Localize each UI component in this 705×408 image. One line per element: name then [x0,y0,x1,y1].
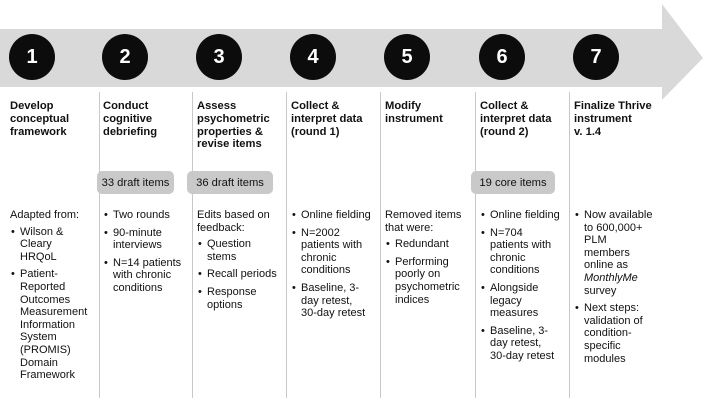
step-bullet-line: patients with [301,239,363,252]
step-intro-text [197,209,288,234]
step-bullet-line: psychometric [395,280,460,293]
step-bullet-item [291,282,382,320]
step-bullet-item [103,257,194,295]
step-bullet-line: Information [20,318,76,331]
step-bullet-line: validation of [584,314,643,327]
step-intro-line: Edits based on [197,209,270,221]
column-divider [286,92,287,398]
step-6-number-circle: 6 [479,34,525,80]
step-bullet-line: • Redundant [395,238,449,251]
step-bullet-line: measures [490,307,539,320]
step-bullet-line: • Patient- [20,268,58,281]
step-bullet-list [385,238,478,306]
step-bullet-line: conditions [301,264,351,277]
step-bullet-line: legacy [490,294,522,307]
step-title-line: Finalize Thrive [574,100,652,112]
step-intro-line: that were: [385,221,434,234]
step-6-details [480,209,571,368]
step-1-number-circle: 1 [9,34,55,80]
step-bullet-line: • 90-minute [113,226,162,239]
step-bullet-line: online as [584,259,629,272]
step-title-line: properties & [197,125,263,138]
step-6-title [480,100,568,138]
step-bullet-line: Domain [20,356,58,369]
step-title-line: Collect & [480,100,529,112]
step-bullet-line: day retest, [490,337,542,350]
step-bullet-line: stems [207,250,237,263]
column-divider [475,92,476,398]
step-2-details [103,209,194,300]
step-bullet-line: System [20,331,57,344]
step-bullet-line: • Alongside [490,281,539,294]
step-bullet-line: to 600,000+ [584,221,643,234]
step-bullet-list [10,226,101,382]
step-title-line: Assess [197,100,237,112]
step-title-line: cognitive [103,112,153,125]
step-bullet-list [574,209,702,365]
step-bullet-list [197,238,288,311]
step-4-details [291,209,382,325]
column-divider [569,92,570,398]
step-title-line: (round 2) [480,125,529,138]
step-intro-line: Removed items [385,209,462,221]
step-bullet-item [10,268,101,381]
step-bullet-item [197,286,288,311]
step-bullet-item [197,268,288,281]
step-title-line: Develop [10,100,54,112]
step-bullet-line: • Performing [395,255,449,268]
step-bullet-line: Cleary [20,238,52,251]
step-bullet-item [291,227,382,277]
step-bullet-line: • Response [207,285,257,298]
step-bullet-line: Measurement [20,306,88,319]
step-bullet-line: HRQoL [20,250,57,263]
step-bullet-line: condition- [584,327,632,340]
step-bullet-line: (PROMIS) [20,343,71,356]
step-title-line: psychometric [197,112,270,125]
step-3-item-count-badge: 36 draft items [187,171,273,194]
step-bullet-line: conditions [490,264,540,277]
step-bullet-line: • Online fielding [301,209,371,221]
step-3-number-circle: 3 [196,34,242,80]
step-bullet-item [103,227,194,252]
step-bullet-line: poorly on [395,268,441,281]
step-bullet-line: • Now available [584,209,653,221]
step-bullet-line: patients with [490,239,552,252]
step-5-details [385,209,478,311]
step-bullet-item [385,256,478,306]
step-intro-line: Adapted from: [10,209,80,221]
step-7-details [574,209,702,370]
step-bullet-item [574,302,702,365]
step-4-number-circle: 4 [290,34,336,80]
step-title-line: Conduct [103,100,149,112]
step-bullet-item [385,238,478,251]
step-6-item-count-badge: 19 core items [471,171,555,194]
step-intro-line: feedback: [197,221,245,234]
step-3-title [197,100,285,151]
step-bullet-line: survey [584,284,617,297]
step-3-details [197,209,288,316]
step-title-line: instrument [574,112,632,125]
step-bullet-line: 30-day retest [490,349,555,362]
step-1-title [10,100,98,138]
step-2-item-count-badge: 33 draft items [97,171,174,194]
step-bullet-item [480,325,571,363]
step-7-title [574,100,699,138]
step-bullet-line: interviews [113,239,162,252]
step-1-details [10,209,101,387]
step-bullet-line: 30-day retest [301,307,366,320]
column-divider [99,92,100,398]
step-title-line: interpret data [291,112,363,125]
step-bullet-line: • Baseline, 3- [301,281,360,294]
step-bullet-line: MonthlyMe [584,271,638,284]
step-title-line: interpret data [480,112,552,125]
step-4-title [291,100,379,138]
step-bullet-list [291,209,382,320]
step-2-number-circle: 2 [102,34,148,80]
step-bullet-item [103,209,194,222]
step-bullet-line: Outcomes [20,293,71,306]
step-bullet-line: Framework [20,369,76,382]
step-2-title [103,100,191,138]
step-bullet-line: conditions [113,281,163,294]
step-title-line: debriefing [103,125,158,138]
step-title-line: revise items [197,138,262,151]
step-bullet-line: specific [584,339,621,352]
step-bullet-line: chronic [301,251,337,264]
step-bullet-item [291,209,382,222]
step-bullet-line: • Recall periods [207,268,277,281]
step-bullet-line: • Wilson & [20,225,64,238]
step-bullet-line: • N=14 patients [113,256,182,269]
step-title-line: instrument [385,112,443,125]
step-bullet-line: • Question [207,238,252,251]
step-bullet-line: chronic [490,251,526,264]
step-bullet-line: • Baseline, 3- [490,324,549,337]
step-title-line: Collect & [291,100,340,112]
step-title-line: framework [10,125,67,138]
step-bullet-list [480,209,571,363]
column-divider [192,92,193,398]
step-bullet-item [480,282,571,320]
step-title-line: (round 1) [291,125,340,138]
step-bullet-line: • Next steps: [584,302,640,315]
step-bullet-item [197,238,288,263]
step-title-line: Modify [385,100,422,112]
step-bullet-line: Reported [20,280,66,293]
step-title-line: v. 1.4 [574,125,602,138]
step-bullet-item [574,209,702,297]
step-bullet-line: indices [395,293,430,306]
step-title-line: conceptual [10,112,70,125]
step-bullet-line: • Two rounds [113,209,170,221]
column-divider [380,92,381,398]
step-5-title [385,100,475,126]
step-bullet-item [480,227,571,277]
step-bullet-line: day retest, [301,294,353,307]
step-bullet-line: with chronic [113,269,172,282]
step-intro-text [385,209,478,234]
step-bullet-line: members [584,246,630,259]
step-bullet-item [480,209,571,222]
step-5-number-circle: 5 [384,34,430,80]
step-bullet-line: • N=2002 [301,226,340,239]
step-intro-text [10,209,101,222]
step-7-number-circle: 7 [573,34,619,80]
step-bullet-line: modules [584,352,626,365]
step-bullet-line: PLM [584,234,607,247]
step-bullet-line: • N=704 [490,226,523,239]
step-bullet-item [10,226,101,264]
step-bullet-line: • Online fielding [490,209,560,221]
step-bullet-line: options [207,298,243,311]
step-bullet-list [103,209,194,295]
